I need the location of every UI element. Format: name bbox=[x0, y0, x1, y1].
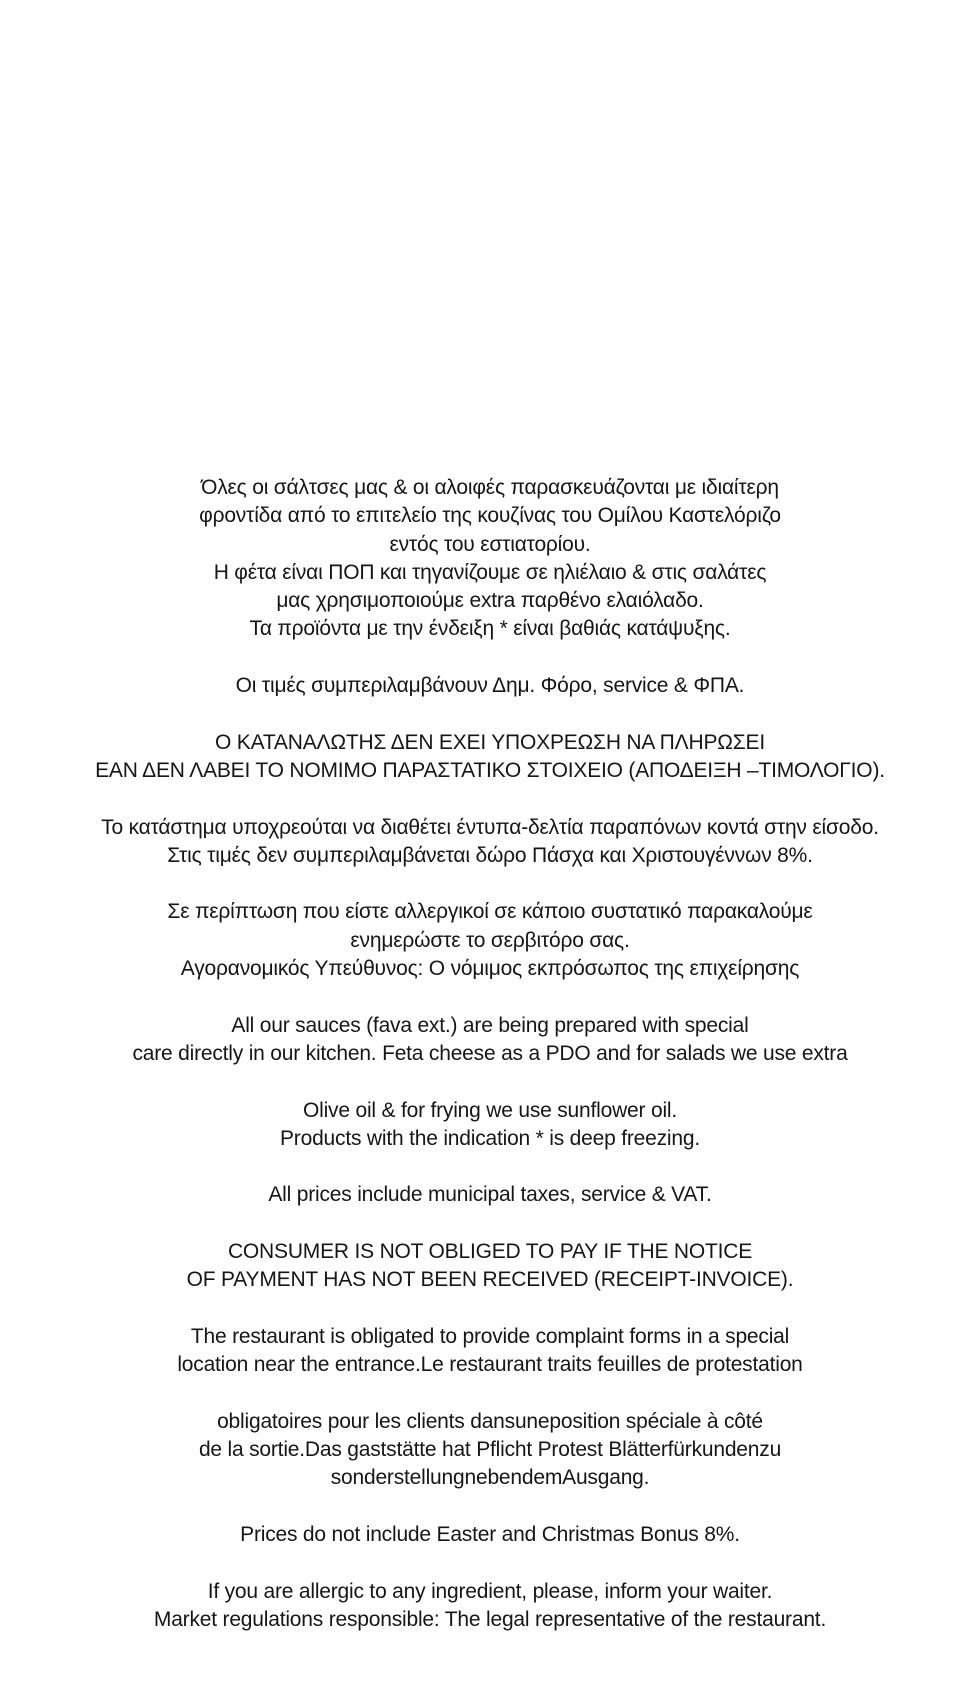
notice-paragraph bbox=[0, 1097, 980, 1154]
notice-line: If you are allergic to any ingredient, please, inform your waiter. bbox=[207, 1579, 773, 1603]
notice-paragraph bbox=[0, 1521, 980, 1549]
notice-line: Products with the indication * is deep freezing. bbox=[280, 1126, 700, 1150]
notice-line: Αγορανομικός Υπεύθυνος: Ο νόμιμος εκπρόσωπος της επιχείρησης bbox=[180, 957, 800, 981]
notice-line: Οι τιμές συμπεριλαμβάνουν Δημ. Φόρο, service & ΦΠΑ. bbox=[235, 674, 745, 698]
notice-line: All prices include municipal taxes, service & VAT. bbox=[268, 1183, 712, 1207]
notice-line: μας χρησιμοποιούμε extra παρθένο ελαιόλαδο. bbox=[276, 589, 704, 613]
notice-line: Σε περίπτωση που είστε αλλεργικοί σε κάποιο συστατικό παρακαλούμε bbox=[167, 900, 813, 924]
notice-line: location near the entrance.Le restaurant traits feuilles de protestation bbox=[177, 1353, 803, 1377]
notice-line: de la sortie.Das gaststätte hat Pflicht Protest Blätterfürkundenzu bbox=[198, 1438, 782, 1462]
notice-line: ΕΑΝ ΔΕΝ ΛΑΒΕΙ ΤΟ ΝΟΜΙΜΟ ΠΑΡΑΣΤΑΤΙΚΟ ΣΤΟΙΧΕΙΟ (ΑΠΟΔΕΙΞΗ –ΤΙΜΟΛΟΓΙΟ). bbox=[95, 758, 885, 782]
notice-paragraph bbox=[0, 898, 980, 983]
notice-paragraph bbox=[0, 1408, 980, 1493]
notice-line: Ο ΚΑΤΑΝΑΛΩΤΗΣ ΔΕΝ ΕΧΕΙ ΥΠΟΧΡΕΩΣΗ ΝΑ ΠΛΗΡΩΣΕΙ bbox=[215, 730, 765, 754]
notice-paragraph bbox=[0, 1012, 980, 1069]
notice-line: ενημερώστε το σερβιτόρο σας. bbox=[350, 928, 630, 952]
notice-line: Όλες οι σάλτσες μας & οι αλοιφές παρασκευάζονται με ιδιαίτερη bbox=[201, 476, 779, 499]
notice-line: Η φέτα είναι ΠΟΠ και τηγανίζουμε σε ηλιέλαιο & στις σαλάτες bbox=[213, 560, 767, 584]
notice-paragraph bbox=[0, 814, 980, 871]
notice-line: All our sauces (fava ext.) are being prepared with special bbox=[231, 1013, 749, 1037]
notice-line: CONSUMER IS NOT OBLIGED TO PAY IF THE NOTICE bbox=[227, 1240, 753, 1264]
notice-line: care directly in our kitchen. Feta cheese as a PDO and for salads we use extra bbox=[132, 1041, 848, 1065]
notice-paragraph bbox=[0, 1578, 980, 1635]
notice-paragraph bbox=[0, 474, 980, 644]
notice-line: Prices do not include Easter and Christmas Bonus 8%. bbox=[240, 1522, 740, 1546]
notice-line: sonderstellungnebendemAusgang. bbox=[330, 1466, 650, 1490]
notice-line: Τα προϊόντα με την ένδειξη * είναι βαθιάς κατάψυξης. bbox=[249, 617, 731, 641]
notice-paragraph bbox=[0, 729, 980, 786]
notice-paragraph bbox=[0, 672, 980, 700]
notice-line: φροντίδα από το επιτελείο της κουζίνας του Ομίλου Καστελόριζο bbox=[199, 504, 781, 528]
notice-line: Το κατάστημα υποχρεούται να διαθέτει έντυπα-δελτία παραπόνων κοντά στην είσοδο. bbox=[101, 815, 879, 839]
notice-line: OF PAYMENT HAS NOT BEEN RECEIVED (RECEIPT-INVOICE). bbox=[186, 1268, 794, 1292]
notice-line: Στις τιμές δεν συμπεριλαμβάνεται δώρο Πάσχα και Χριστουγέννων 8%. bbox=[167, 843, 813, 867]
notice-paragraph bbox=[0, 1238, 980, 1295]
notice-line: obligatoires pour les clients dansuneposition spéciale à côté bbox=[217, 1409, 763, 1433]
notice-line: Olive oil & for frying we use sunflower oil. bbox=[302, 1098, 678, 1122]
notice-line: εντός του εστιατορίου. bbox=[389, 532, 591, 556]
notice-paragraph bbox=[0, 1181, 980, 1209]
notice-line: Market regulations responsible: The legal representative of the restaurant. bbox=[153, 1607, 827, 1631]
notice-paragraph bbox=[0, 1323, 980, 1380]
notice-line: The restaurant is obligated to provide complaint forms in a special bbox=[190, 1324, 790, 1348]
